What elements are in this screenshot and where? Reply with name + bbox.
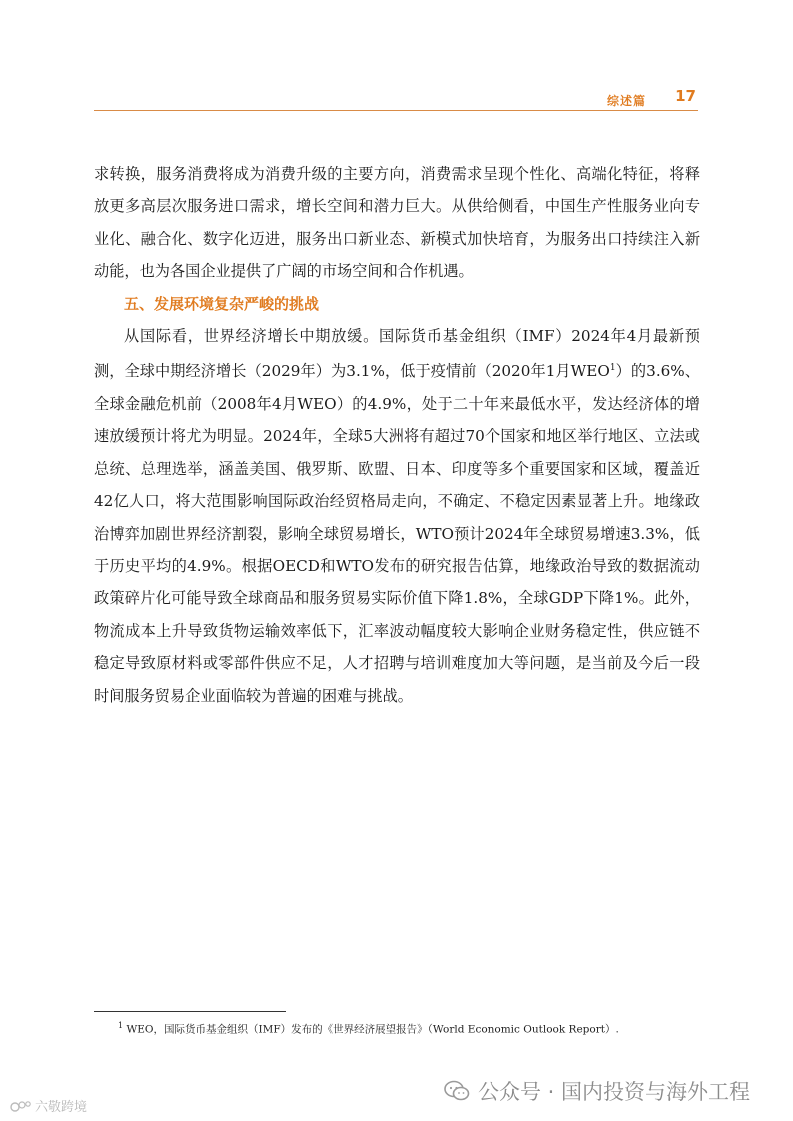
header-page-number: 17 xyxy=(675,87,696,105)
footnote-reference[interactable]: 1 xyxy=(609,363,616,374)
corner-watermark xyxy=(10,1096,87,1115)
paragraph-text-part1: 从国际看，世界经济增长中期放缓。国际货币基金组织（IMF）2024年4月最新预测，全球中期经济增长（2029年）为3.1%，低于疫情前（2020年1月WEO xyxy=(94,327,700,381)
page-header xyxy=(94,88,698,111)
section-heading: 五、发展环境复杂严峻的挑战 xyxy=(124,294,320,313)
watermark-text: 公众号 · 国内投资与海外工程 xyxy=(478,1080,751,1104)
footnote-mark: 1 xyxy=(118,1021,124,1030)
paragraph-continuation: 求转换，服务消费将成为消费升级的主要方向，消费需求呈现个性化、高端化特征，将释放更多高层次服务进口需求，增长空间和潜力巨大。从供给侧看，中国生产性服务业向专业化、融合化、数字化迈进，服务出口新业态、新模式加快培育，为服务出口持续注入新动能，也为各国企业提供了广阔的市场空间和合作机遇。 xyxy=(94,165,700,281)
footnote xyxy=(118,1021,698,1037)
corner-watermark-text: 六敬跨境 xyxy=(35,1100,88,1115)
corner-logo-icon xyxy=(10,1099,32,1113)
wechat-icon xyxy=(444,1080,470,1102)
watermark xyxy=(444,1076,750,1106)
body-text xyxy=(94,158,700,712)
header-section-title: 综述篇 xyxy=(606,94,646,108)
paragraph-international xyxy=(94,320,700,712)
footnote-divider xyxy=(94,1011,286,1012)
paragraph-text-part2: ）的3.6%、全球金融危机前（2008年4月WEO）的4.9%，处于二十年来最低水平，发达经济体的增速放缓预计将尤为明显。2024年，全球5大洲将有超过70个国家和地区举行地区、立法或总统、总理选举，涵盖美国、俄罗斯、欧盟、日本、印度等多个重要国家和区域，覆盖近42亿人口，将大范围影响国际政治经贸格局走向，不确定、不稳定因素显著上升。地缘政治博弈加剧世界经济割裂，影响全球贸易增长，WTO预计2024年全球贸易增速3.3%，低于历史平均的4.9%。根据OECD和WTO发布的研究报告估算，地缘政治导致的数据流动政策碎片化可能导致全球商品和服务贸易实际价值下降1.8%，全球GDP下降1%。此外，物流成本上升导致货物运输效率低下，汇率波动幅度较大影响企业财务稳定性，供应链不稳定导致原材料或零部件供应不足，人才招聘与培训难度加大等问题，是当前及今后一段时间服务贸易企业面临较为普遍的困难与挑战。 xyxy=(94,362,700,705)
footnote-text: WEO，国际货币基金组织（IMF）发布的《世界经济展望报告》（World Economic Outlook Report）. xyxy=(126,1023,619,1036)
